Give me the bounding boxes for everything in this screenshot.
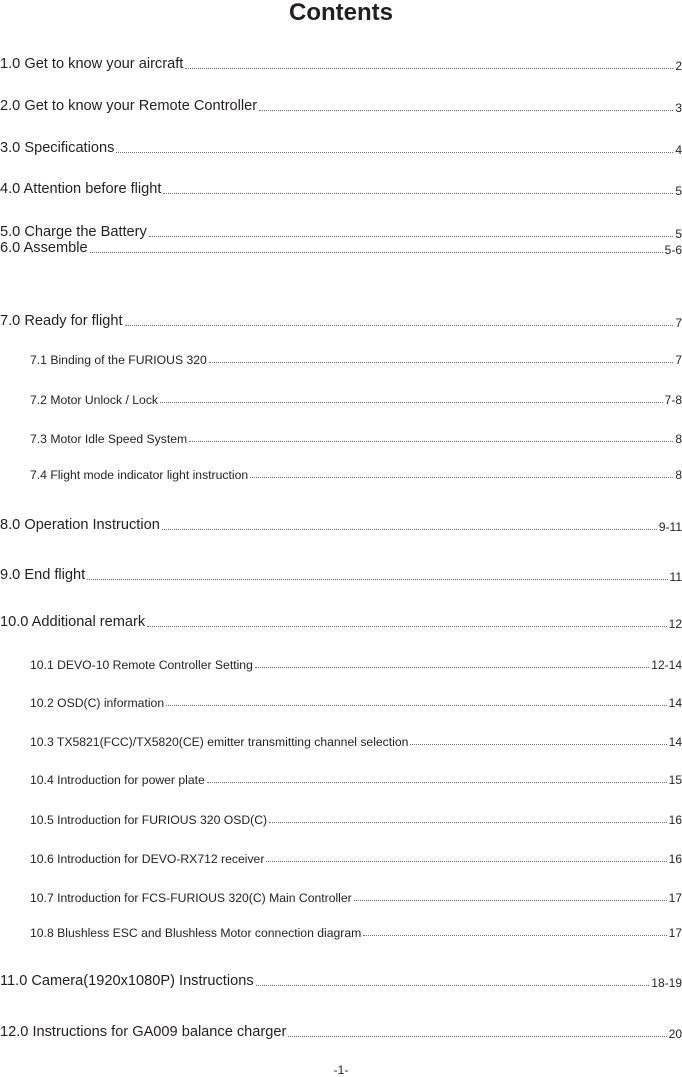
toc-entry-label: 4.0 Attention before flight	[0, 181, 162, 197]
toc-entry-label: 10.6 Introduction for DEVO-RX712 receiver	[30, 852, 265, 866]
leader-dots	[363, 935, 666, 936]
leader-dots	[163, 193, 673, 194]
leader-dots	[162, 529, 657, 530]
toc-entry-label: 8.0 Operation Instruction	[0, 517, 160, 533]
toc-entry-page: 5-6	[664, 243, 682, 257]
toc-entry-page: 7	[675, 316, 682, 330]
toc-entry-9-0[interactable]	[0, 567, 682, 584]
toc-entry-11-0[interactable]	[0, 973, 682, 990]
toc-entry-5-0[interactable]	[0, 224, 682, 241]
leader-dots	[160, 402, 663, 403]
toc-entry-page: 14	[668, 696, 682, 710]
toc-entry-label: 10.7 Introduction for FCS-FURIOUS 320(C) Main Controller	[30, 891, 352, 905]
leader-dots	[288, 1036, 666, 1037]
toc-entry-page: 15	[668, 773, 682, 787]
toc-entry-10-6[interactable]	[30, 852, 682, 866]
toc-entry-page: 5	[675, 184, 682, 198]
toc-entry-page: 11	[669, 570, 682, 584]
toc-entry-7-0[interactable]	[0, 313, 682, 330]
toc-entry-label: 10.0 Additional remark	[0, 614, 146, 630]
toc-entry-page: 4	[675, 143, 682, 157]
toc-entry-page: 9-11	[658, 520, 682, 534]
leader-dots	[125, 325, 674, 326]
toc-entry-page: 12	[668, 617, 682, 631]
leader-dots	[266, 861, 666, 862]
toc-entry-page: 8	[675, 468, 682, 482]
toc-entry-page: 16	[668, 813, 682, 827]
toc-entry-1-0[interactable]	[0, 56, 682, 73]
toc-entry-6-0-row[interactable]	[0, 240, 682, 257]
leader-dots	[87, 579, 667, 580]
toc-entry-8-0[interactable]	[0, 517, 682, 534]
toc-entry-label: 10.3 TX5821(FCC)/TX5820(CE) emitter transmitting channel selection	[30, 735, 409, 749]
toc-entry-page: 18-19	[651, 976, 682, 990]
toc-entry-2-0[interactable]	[0, 98, 682, 115]
toc-entry-page: 20	[668, 1027, 682, 1041]
leader-dots	[269, 822, 667, 823]
toc-entry-label: 10.1 DEVO-10 Remote Controller Setting	[30, 658, 253, 672]
leader-dots	[90, 252, 663, 253]
leader-dots	[256, 985, 650, 986]
leader-dots	[207, 782, 667, 783]
toc-entry-page: 14	[668, 735, 682, 749]
toc-entry-label: 6.0 Assemble	[0, 240, 88, 256]
toc-entry-label: 3.0 Specifications	[0, 140, 115, 156]
leader-dots	[250, 477, 673, 478]
leader-dots	[147, 626, 666, 627]
toc-entry-label: 10.2 OSD(C) information	[30, 696, 165, 710]
toc-entry-10-5[interactable]	[30, 813, 682, 827]
toc-entry-label: 10.5 Introduction for FURIOUS 320 OSD(C)	[30, 813, 268, 827]
leader-dots	[149, 236, 673, 237]
toc-entry-10-2[interactable]	[30, 696, 682, 710]
toc-entry-page: 17	[668, 891, 682, 905]
page-number: -1-	[333, 1063, 349, 1077]
page-title: Contents	[289, 0, 393, 26]
toc-entry-page: 17	[668, 926, 682, 940]
toc-entry-10-4[interactable]	[30, 773, 682, 787]
toc-entry-10-1[interactable]	[30, 658, 682, 672]
toc-entry-label: 2.0 Get to know your Remote Controller	[0, 98, 258, 114]
toc-entry-label: 7.1 Binding of the FURIOUS 320	[30, 353, 207, 367]
leader-dots	[189, 441, 673, 442]
toc-entry-12-0[interactable]	[0, 1024, 682, 1041]
toc-entry-3-0[interactable]	[0, 140, 682, 157]
toc-entry-10-7[interactable]	[30, 891, 682, 905]
toc-entry-page: 16	[668, 852, 682, 866]
toc-entry-4-0[interactable]	[0, 181, 682, 198]
toc-entry-label: 7.3 Motor Idle Speed System	[30, 432, 188, 446]
leader-dots	[410, 744, 666, 745]
leader-dots	[255, 667, 649, 668]
toc-entry-page: 5	[675, 227, 682, 241]
leader-dots	[209, 362, 673, 363]
toc-entry-label: 7.4 Flight mode indicator light instruction	[30, 468, 249, 482]
leader-dots	[116, 152, 673, 153]
toc-entry-label: 11.0 Camera(1920x1080P) Instructions	[0, 973, 254, 989]
toc-entry-page: 2	[675, 59, 682, 73]
toc-entry-label: 7.0 Ready for flight	[0, 313, 123, 329]
toc-entry-7-3[interactable]	[30, 432, 682, 446]
toc-entry-7-4[interactable]	[30, 468, 682, 482]
toc-entry-label: 7.2 Motor Unlock / Lock	[30, 393, 159, 407]
toc-entry-label: 9.0 End flight	[0, 567, 86, 583]
leader-dots	[185, 68, 673, 69]
leader-dots	[166, 705, 667, 706]
toc-entry-label: 10.8 Blushless ESC and Blushless Motor connection diagram	[30, 926, 362, 940]
leader-dots	[259, 110, 673, 111]
toc-entry-label: 1.0 Get to know your aircraft	[0, 56, 184, 72]
toc-entry-label: 12.0 Instructions for GA009 balance charger	[0, 1024, 287, 1040]
toc-entry-label: 10.4 Introduction for power plate	[30, 773, 205, 787]
toc-entry-page: 12-14	[651, 658, 682, 672]
toc-entry-label: 5.0 Charge the Battery	[0, 224, 147, 240]
toc-entry-10-3[interactable]	[30, 735, 682, 749]
toc-entry-page: 7	[675, 353, 682, 367]
toc-entry-7-2[interactable]	[30, 393, 682, 407]
leader-dots	[354, 900, 667, 901]
toc-entry-10-8[interactable]	[30, 926, 682, 940]
toc-entry-page: 8	[675, 432, 682, 446]
toc-entry-page: 7-8	[664, 393, 682, 407]
toc-entry-10-0[interactable]	[0, 614, 682, 631]
toc-entry-page: 3	[675, 101, 682, 115]
toc-entry-7-1[interactable]	[30, 353, 682, 367]
